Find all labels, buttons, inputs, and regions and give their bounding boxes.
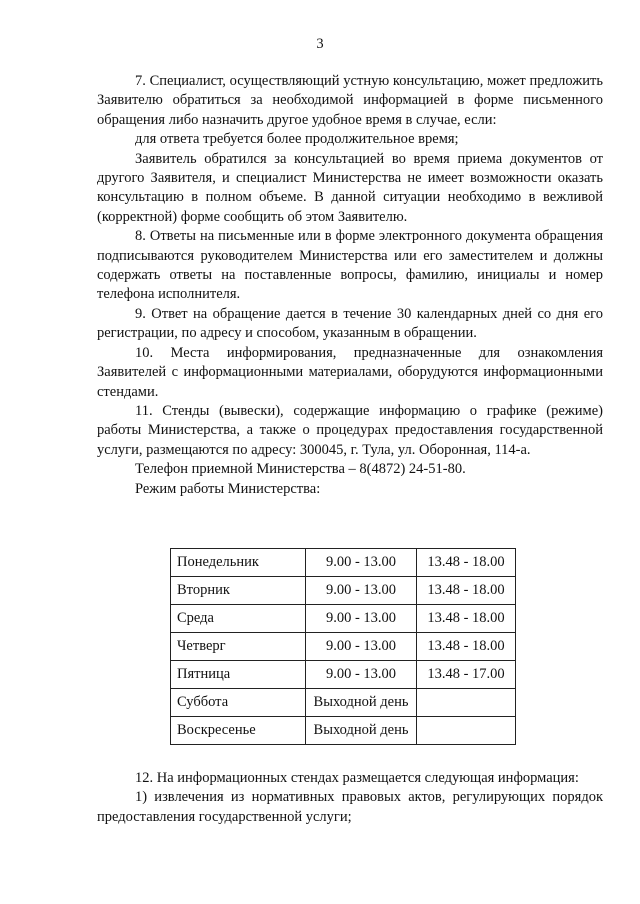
afternoon-hours-cell: 13.48 - 18.00 [417, 577, 516, 605]
day-cell: Понедельник [171, 549, 306, 577]
morning-hours-cell: 9.00 - 13.00 [306, 549, 417, 577]
morning-hours-cell: Выходной день [306, 689, 417, 717]
body-text-bottom [97, 769, 603, 827]
page-number: 3 [316, 36, 324, 52]
morning-hours-cell: 9.00 - 13.00 [306, 605, 417, 633]
afternoon-hours-cell: 13.48 - 18.00 [417, 633, 516, 661]
day-cell: Суббота [171, 689, 306, 717]
paragraph-7: 7. Специалист, осуществляющий устную консультацию, может предложить Заявителю обратиться за необходимой информацией в форме письменного обращения либо назначить другое удобное время в случае, если: [97, 73, 603, 128]
day-cell: Четверг [171, 633, 306, 661]
paragraph-10: 10. Места информирования, предназначенные для ознакомления Заявителей с информационными материалами, оборудуются информационными стендами. [97, 344, 603, 400]
phone-line: Телефон приемной Министерства – 8(4872) 24-51-80. [135, 461, 466, 478]
schedule-table-wrapper [170, 548, 516, 745]
day-cell: Вторник [171, 577, 306, 605]
morning-hours-cell: 9.00 - 13.00 [306, 661, 417, 689]
schedule-table [170, 548, 516, 745]
paragraph-12: 12. На информационных стендах размещается следующая информация: [135, 770, 579, 786]
paragraph-12-item-1: 1) извлечения из нормативных правовых актов, регулирующих порядок предоставления государственной услуги; [97, 789, 603, 825]
paragraph-8: 8. Ответы на письменные или в форме электронного документа обращения подписываются руководителем Министерства или его заместителем и должны содержать ответы на поставленные вопросы, фамилию, инициалы и номер телефона исполнителя. [97, 228, 603, 303]
morning-hours-cell: 9.00 - 13.00 [306, 577, 417, 605]
morning-hours-cell: 9.00 - 13.00 [306, 633, 417, 661]
paragraph-7-condition-1: для ответа требуется более продолжительное время; [135, 131, 459, 148]
paragraph-7-condition-2: Заявитель обратился за консультацией во время приема документов от другого Заявителя, и специалист Министерства не имеет возможности оказать консультацию в полном объеме. В данной ситуации необходимо в вежливой (корректной) форме сообщить об этом Заявителю. [97, 150, 603, 225]
day-cell: Среда [171, 605, 306, 633]
afternoon-hours-cell: 13.48 - 17.00 [417, 661, 516, 689]
day-cell: Пятница [171, 661, 306, 689]
table-row [171, 577, 516, 605]
afternoon-hours-cell [417, 717, 516, 745]
paragraph-9: 9. Ответ на обращение дается в течение 30 календарных дней со дня его регистрации, по адресу и способом, указанным в обращении. [97, 305, 603, 342]
afternoon-hours-cell: 13.48 - 18.00 [417, 549, 516, 577]
day-cell: Воскресенье [171, 717, 306, 745]
table-row [171, 661, 516, 689]
morning-hours-cell: Выходной день [306, 717, 417, 745]
table-row [171, 717, 516, 745]
paragraph-11: 11. Стенды (вывески), содержащие информацию о графике (режиме) работы Министерства, а также о процедурах предоставления государственной услуги, размещаются по адресу: 300045, г. Тула, ул. Оборонная, 114-а. [97, 402, 603, 458]
table-row [171, 549, 516, 577]
table-row [171, 633, 516, 661]
body-text-top [97, 72, 603, 499]
table-row [171, 605, 516, 633]
afternoon-hours-cell: 13.48 - 18.00 [417, 605, 516, 633]
afternoon-hours-cell [417, 689, 516, 717]
schedule-heading: Режим работы Министерства: [135, 480, 321, 497]
table-row [171, 689, 516, 717]
